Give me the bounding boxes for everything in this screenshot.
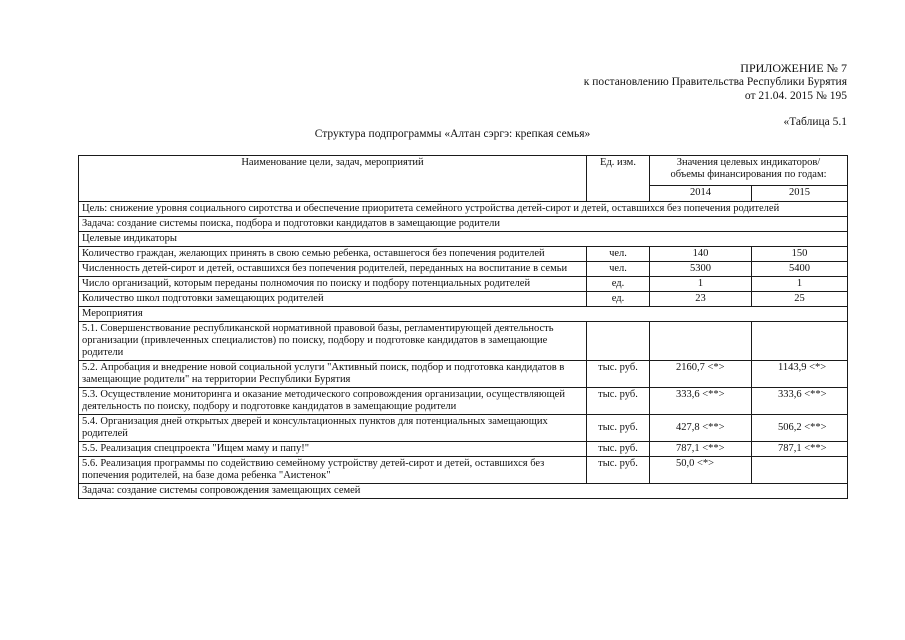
measure-row xyxy=(79,361,848,388)
measure-value-2015: 506,2 <**> xyxy=(752,415,848,442)
column-header-name: Наименование цели, задач, мероприятий xyxy=(79,156,587,202)
table-header-row xyxy=(79,156,848,186)
measure-unit: тыс. руб. xyxy=(587,388,650,415)
measure-unit: тыс. руб. xyxy=(587,457,650,484)
indicator-value-2014: 5300 xyxy=(650,262,752,277)
task-text: Задача: создание системы поиска, подбора и подготовки кандидатов в замещающие родители xyxy=(79,217,848,232)
column-header-year-2015: 2015 xyxy=(752,185,848,201)
indicator-value-2015: 1 xyxy=(752,277,848,292)
section-row xyxy=(79,307,848,322)
task-text: Задача: создание системы сопровождения замещающих семей xyxy=(79,484,848,499)
measure-row xyxy=(79,388,848,415)
measure-value-2014: 2160,7 <*> xyxy=(650,361,752,388)
measure-row xyxy=(79,442,848,457)
measure-unit: тыс. руб. xyxy=(587,415,650,442)
subprogram-structure-table xyxy=(78,155,848,499)
indicator-unit: чел. xyxy=(587,262,650,277)
measure-name: 5.6. Реализация программы по содействию семейному устройству детей-сирот и детей, оставшихся без попечения родителей, на базе дома ребенка "Аистенок" xyxy=(79,457,587,484)
measure-unit xyxy=(587,322,650,361)
indicator-name: Число организаций, которым переданы полномочия по поиску и подбору потенциальных родителей xyxy=(79,277,587,292)
measure-value-2014 xyxy=(650,322,752,361)
section-row xyxy=(79,232,848,247)
document-title: Структура подпрограммы «Алтан сэргэ: крепкая семья» xyxy=(314,128,591,140)
decree-date-number: от 21.04. 2015 № 195 xyxy=(744,90,847,102)
task-row xyxy=(79,217,848,232)
indicator-value-2014: 23 xyxy=(650,292,752,307)
decree-reference: к постановлению Правительства Республики Бурятия xyxy=(583,76,847,88)
table-number: «Таблица 5.1 xyxy=(783,116,847,128)
indicator-row xyxy=(79,277,848,292)
indicator-unit: чел. xyxy=(587,247,650,262)
measure-value-2014: 427,8 <**> xyxy=(650,415,752,442)
indicator-value-2014: 140 xyxy=(650,247,752,262)
measure-value-2014: 787,1 <**> xyxy=(650,442,752,457)
column-header-year-2014: 2014 xyxy=(650,185,752,201)
measure-row xyxy=(79,415,848,442)
measure-name: 5.3. Осуществление мониторинга и оказание методического сопровождения организации, осуществляющей деятельность по поиску, подбору и подготовке кандидатов в замещающие родители xyxy=(79,388,587,415)
goal-text: Цель: снижение уровня социального сиротства и обеспечение приоритета семейного устройства детей-сирот и детей, оставшихся без попечения родителей xyxy=(79,202,848,217)
indicator-value-2014: 1 xyxy=(650,277,752,292)
measure-name: 5.2. Апробация и внедрение новой социальной услуги "Активный поиск, подбор и подготовка кандидатов в замещающие родители" на территории Республики Бурятия xyxy=(79,361,587,388)
measure-row xyxy=(79,457,848,484)
indicator-name: Численность детей-сирот и детей, оставшихся без попечения родителей, переданных на воспитание в семьи xyxy=(79,262,587,277)
measure-value-2014: 333,6 <**> xyxy=(650,388,752,415)
measure-value-2015: 1143,9 <*> xyxy=(752,361,848,388)
indicator-row xyxy=(79,262,848,277)
measure-value-2014: 50,0 <*> xyxy=(650,457,752,484)
goal-row xyxy=(79,202,848,217)
indicator-row xyxy=(79,292,848,307)
column-header-unit: Ед. изм. xyxy=(587,156,650,202)
measure-value-2015 xyxy=(752,322,848,361)
measures-section-label: Мероприятия xyxy=(79,307,848,322)
indicator-name: Количество граждан, желающих принять в свою семью ребенка, оставшегося без попечения родителей xyxy=(79,247,587,262)
indicator-value-2015: 25 xyxy=(752,292,848,307)
measure-value-2015: 787,1 <**> xyxy=(752,442,848,457)
indicator-row xyxy=(79,247,848,262)
measure-name: 5.1. Совершенствование республиканской нормативной правовой базы, регламентирующей деятельность организации (привлеченных специалистов) по поиску, подбору и подготовке кандидатов в замещающие родители xyxy=(79,322,587,361)
measure-unit: тыс. руб. xyxy=(587,361,650,388)
measure-value-2015: 333,6 <**> xyxy=(752,388,848,415)
column-header-values: Значения целевых индикаторов/объемы финансирования по годам: xyxy=(650,156,848,186)
appendix-label: ПРИЛОЖЕНИЕ № 7 xyxy=(740,61,847,75)
indicator-name: Количество школ подготовки замещающих родителей xyxy=(79,292,587,307)
measure-value-2015 xyxy=(752,457,848,484)
measure-name: 5.4. Организация дней открытых дверей и консультационных пунктов для потенциальных замещающих родителей xyxy=(79,415,587,442)
indicators-section-label: Целевые индикаторы xyxy=(79,232,848,247)
indicator-unit: ед. xyxy=(587,292,650,307)
task-row xyxy=(79,484,848,499)
indicator-value-2015: 5400 xyxy=(752,262,848,277)
measure-name: 5.5. Реализация спецпроекта "Ищем маму и папу!" xyxy=(79,442,587,457)
indicator-unit: ед. xyxy=(587,277,650,292)
measure-row xyxy=(79,322,848,361)
indicator-value-2015: 150 xyxy=(752,247,848,262)
measure-unit: тыс. руб. xyxy=(587,442,650,457)
